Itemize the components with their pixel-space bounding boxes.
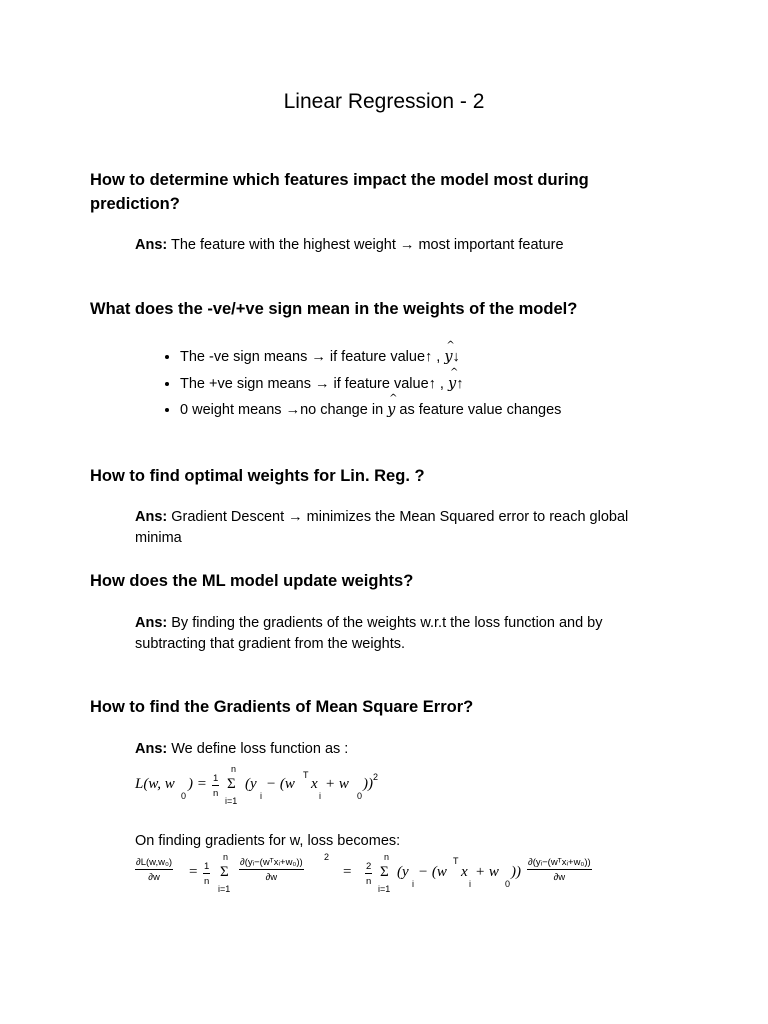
list-item: • The +ve sign means → if feature value↑ , ^ y↑ (180, 373, 561, 400)
sigma-symbol: Σ (220, 864, 229, 880)
answer-text: Gradient Descent → minimizes the Mean Squared error to reach global minima (135, 509, 629, 546)
answer-label: Ans: (135, 237, 168, 253)
answer-text: By finding the gradients of the weights w.r.t the loss function and by subtracting that gradient from the weights. (135, 615, 603, 652)
y-hat-symbol: ^ y (444, 340, 455, 365)
gradient-equation: $\frac{\text{∂L(w,w₀)}}{\partial w}$ = $\frac{1}{n}$ n Σ i=1 ∂(yᵢ−(wᵀxᵢ+w₀)) ∂w 2 = $\frac{2}{n}$ n Σ i=1 (y i − (w T x i + w 0 )) ∂(yᵢ−(wᵀxᵢ+w₀)) ∂w (136, 852, 591, 894)
answer-label: Ans: (135, 741, 168, 757)
answer-optimal-weights (135, 507, 655, 549)
fraction-dL-dw: $\frac{\text{∂L(w,w₀)}}{\partial w}$ (136, 857, 173, 883)
answer-feature-importance (135, 235, 655, 256)
sigma-symbol: Σ (227, 776, 236, 792)
answer-text: We define loss function as : (167, 741, 349, 757)
y-hat-symbol: ^ y (387, 393, 398, 418)
fraction-partial-squared: ∂(yᵢ−(wᵀxᵢ+w₀)) ∂w (240, 857, 303, 883)
page-title: Linear Regression - 2 (283, 90, 485, 113)
answer-label: Ans: (135, 615, 168, 631)
list-item: • The -ve sign means → if feature value↑ , ^ y↓ (180, 346, 561, 373)
answer-update-weights (135, 613, 655, 655)
question-optimal-weights: How to find optimal weights for Lin. Reg. ? (90, 467, 425, 485)
fraction-two-over-n: $\frac{2}{n}$ (366, 861, 372, 887)
fraction-partial-last: ∂(yᵢ−(wᵀxᵢ+w₀)) ∂w (528, 857, 591, 883)
question-feature-importance: How to determine which features impact the model most during prediction? (90, 171, 589, 213)
loss-function-equation: L(w, w 0 ) = $\frac{1}{n}$ n Σ i=1 (y i − (w T x i + w 0 )) 2 (135, 764, 379, 806)
fraction-one-over-n: $\frac{1}{n}$ (213, 773, 219, 799)
question-update-weights: How does the ML model update weights? (90, 572, 414, 590)
answer-text: The feature with the highest weight → most important feature (167, 237, 564, 253)
weight-sign-list (135, 340, 562, 426)
sigma-symbol: Σ (380, 864, 389, 880)
list-item: • 0 weight means →no change in ^ y as feature value changes (180, 399, 561, 426)
fraction-one-over-n: $\frac{1}{n}$ (204, 861, 210, 887)
question-weight-sign: What does the -ve/+ve sign mean in the weights of the model? (90, 300, 578, 318)
gradient-intro-text: On finding gradients for w, loss becomes: (135, 833, 401, 849)
question-mse-gradients: How to find the Gradients of Mean Square Error? (90, 698, 474, 716)
answer-mse-gradients (135, 739, 655, 760)
answer-label: Ans: (135, 509, 168, 525)
y-hat-symbol: ^ y (447, 366, 459, 392)
